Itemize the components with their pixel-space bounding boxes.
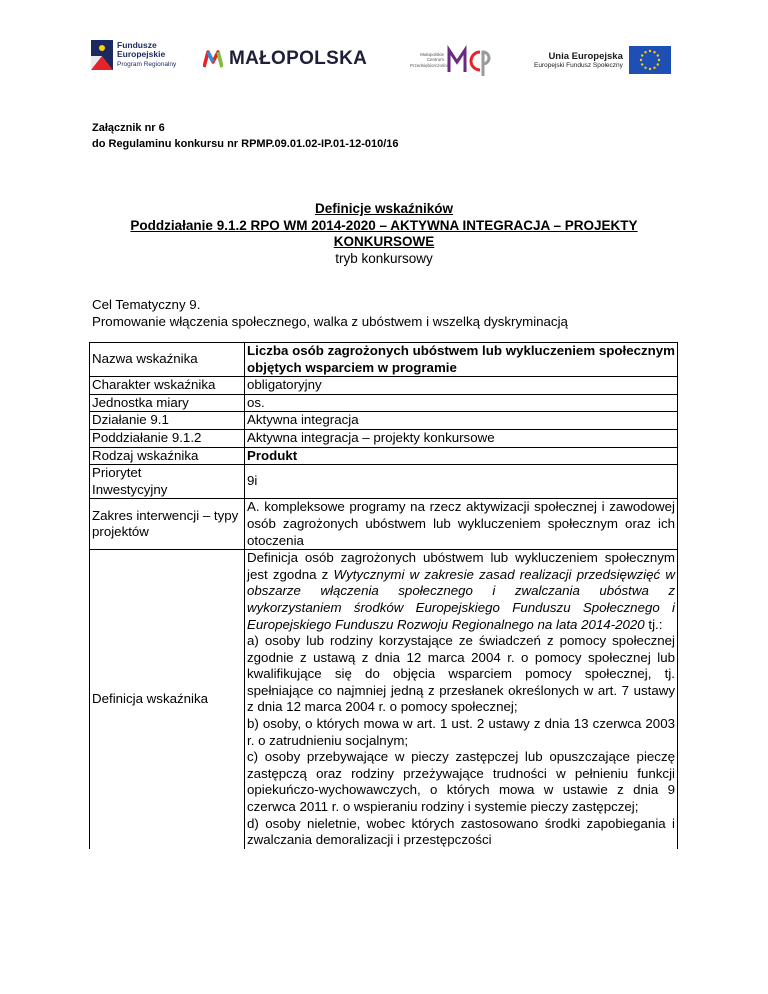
malopolska-logo <box>203 48 367 70</box>
title-line1: Definicje wskaźników <box>314 201 454 216</box>
indicator-table <box>89 342 678 849</box>
malopolska-text: MAŁOPOLSKA <box>229 48 368 69</box>
def-guidelines-title: Wytycznymi w zakresie zasad realizacji przedsięwzięć w obszarze włączenia społecznego i zwalczania ubóstwa z wykorzystaniem środków Europejskiego Funduszu Społecznego i Europejskiego Funduszu Rozwoju Regionalnego na lata 2014-2020 <box>247 566 675 632</box>
malopolska-m-icon <box>203 49 223 69</box>
ue-title: Unia Europejska <box>548 51 623 62</box>
header-logos <box>0 38 768 88</box>
table-row <box>90 343 678 377</box>
title-line2: Poddziałanie 9.1.2 RPO WM 2014-2020 – AKTYWNA INTEGRACJA – PROJEKTY <box>130 217 638 233</box>
jednostka-label: Jednostka miary <box>90 394 245 412</box>
mcp-line2: Centrum <box>426 57 444 63</box>
rodzaj-label: Rodzaj wskaźnika <box>90 447 245 465</box>
table-row <box>90 429 678 447</box>
unia-europejska-logo <box>534 46 671 74</box>
definicja-point-b: b) osoby, o których mowa w art. 1 ust. 2 ustawy z dnia 13 czerwca 2003 r. o zatrudnieniu socjalnym; <box>247 716 675 748</box>
definicja-value <box>245 550 678 849</box>
definicja-intro <box>247 550 675 633</box>
table-row <box>90 412 678 430</box>
document-title <box>0 201 768 267</box>
title-line4: tryb konkursowy <box>335 250 433 266</box>
poddzialanie-label: Poddziałanie 9.1.2 <box>90 429 245 447</box>
table-row <box>90 377 678 395</box>
fundusze-europejskie-icon <box>91 40 113 70</box>
table-row <box>90 447 678 465</box>
definicja-point-c: c) osoby przebywające w pieczy zastępczej lub opuszczające pieczę zastępczą oraz rodziny przeżywające trudności w pełnieniu funkcji opiekuńczo-wychowawczych, o których mowa w ustawie z dnia 9 czerwca 2011 r. o wspieraniu rodziny i systemie pieczy zastępczej; <box>247 749 675 815</box>
definicja-point-d: d) osoby nieletnie, wobec których zastosowano środki zapobiegania i zwalczania demoralizacji i przestępczości <box>247 815 675 848</box>
nazwa-value: Liczba osób zagrożonych ubóstwem lub wykluczeniem społecznym objętych wsparciem w programie <box>245 343 678 377</box>
charakter-value: obligatoryjny <box>245 377 678 395</box>
table-row <box>90 550 678 849</box>
mcp-line3: Przedsiębiorczości <box>410 62 448 68</box>
dzialanie-label: Działanie 9.1 <box>90 412 245 430</box>
fe-line3: Program Regionalny <box>117 60 177 68</box>
mcp-logo <box>410 42 495 78</box>
nazwa-label: Nazwa wskaźnika <box>90 343 245 377</box>
annex-line1: Załącznik nr 6 <box>92 122 165 134</box>
dzialanie-value: Aktywna integracja <box>245 412 678 430</box>
fundusze-europejskie-logo <box>91 40 176 70</box>
ue-subtitle: Europejski Fundusz Społeczny <box>534 62 623 69</box>
rodzaj-value: Produkt <box>245 447 678 465</box>
annex-header <box>92 120 399 152</box>
def-intro-text: Definicja osób zagrożonych ubóstwem lub wykluczeniem społecznym jest zgodna z <box>247 550 675 582</box>
mcp-monogram-icon <box>447 42 495 78</box>
jednostka-value: os. <box>245 394 678 412</box>
fe-line2: Europejskie <box>117 49 166 60</box>
title-line3: KONKURSOWE <box>333 234 435 249</box>
fe-line1: Fundusze <box>117 39 157 50</box>
annex-line2: do Regulaminu konkursu nr RPMP.09.01.02-IP.01-12-010/16 <box>92 138 399 150</box>
zakres-label: Zakres interwencji – typy projektów <box>90 499 245 550</box>
zakres-value: A. kompleksowe programy na rzecz aktywizacji społecznej i zawodowej osób zagrożonych ubóstwem lub wykluczeniem społecznym oraz ich otoczenia <box>245 499 678 550</box>
def-tj: tj.: <box>644 616 663 632</box>
table-row <box>90 394 678 412</box>
definicja-label: Definicja wskaźnika <box>90 550 245 849</box>
mcp-line1: Małopolskie <box>420 51 444 57</box>
table-row <box>90 465 678 499</box>
priorytet-label-line2: Inwestycyjny <box>92 481 168 497</box>
poddzialanie-value: Aktywna integracja – projekty konkursowe <box>245 429 678 447</box>
priorytet-label <box>90 465 245 499</box>
table-row <box>90 499 678 550</box>
priorytet-value: 9i <box>245 465 678 499</box>
eu-flag-icon <box>629 46 671 74</box>
charakter-label: Charakter wskaźnika <box>90 377 245 395</box>
priorytet-label-line1: Priorytet <box>92 465 142 481</box>
definicja-point-a: a) osoby lub rodziny korzystające ze świadczeń z pomocy społecznej zgodnie z ustawą z dnia 12 marca 2004 r. o pomocy społecznej lub kwalifikujące się do objęcia wsparciem pomocy społecznej, tj. spełniające co najmniej jedną z przesłanek określonych w art. 7 ustawy z dnia 12 marca 2004 r. o pomocy społecznej; <box>247 633 675 715</box>
cel-line2: Promowanie włączenia społecznego, walka z ubóstwem i wszelką dyskryminacją <box>92 314 568 329</box>
cel-line1: Cel Tematyczny 9. <box>92 297 201 312</box>
thematic-objective <box>92 296 568 330</box>
